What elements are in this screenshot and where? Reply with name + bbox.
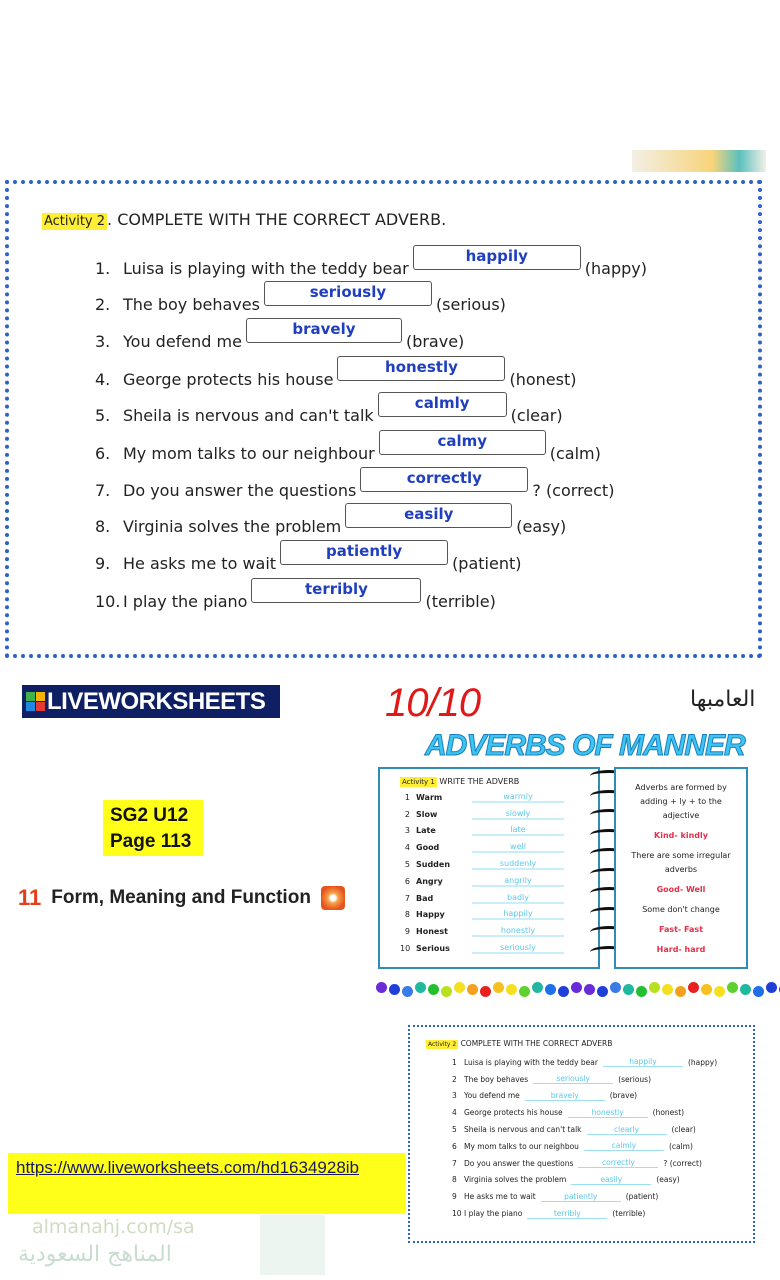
answer-field[interactable]: correctly [578, 1158, 658, 1168]
answer-field[interactable]: happily [603, 1057, 683, 1067]
thumbnail-row: 10 I play the piano terribly (terrible) [452, 1208, 646, 1219]
unit-page-label: SG2 U12 Page 113 [103, 800, 203, 856]
bead [428, 984, 439, 995]
thumbnail-row: 5 Sheila is nervous and can't talk clearly (clear) [452, 1124, 696, 1135]
exercise-row: 4. George protects his house honestly (honest) [95, 358, 577, 389]
notebook-row: 1 Warm warmly [400, 789, 598, 806]
answer-field[interactable]: easily [571, 1175, 651, 1185]
bead [597, 986, 608, 997]
notebook-row: 4 Good well [400, 839, 598, 856]
bead [727, 982, 738, 993]
answer-field[interactable]: happily [413, 245, 581, 270]
section-heading: 11 Form, Meaning and Function [18, 885, 345, 911]
exercise-row: 8. Virginia solves the problem easily (easy) [95, 505, 567, 536]
bead [623, 984, 634, 995]
notebook-row: 5 Sudden suddenly [400, 856, 598, 873]
thumbnail-row: 3 You defend me bravely (brave) [452, 1090, 638, 1101]
thumbnail-row: 8 Virginia solves the problem easily (easy) [452, 1174, 680, 1185]
activity2-thumbnail: Activity 2 COMPLETE WITH THE CORRECT ADVERB 1 Luisa is playing with the teddy bear happily (happy) 2 The boy behaves seriously (serious) 3 You defend me bravely (brave) 4 George protects his house honestly (honest) 5 Sheila is nervous and can't talk clearly (clear) 6 My mom talks to our neighbou calmly (calm) 7 Do you answer the questions correctly ? (correct) 8 Virginia solves the problem easily (easy) 9 He asks me to wait patiently (patient) 10 I play the piano terribly (terrible) [408, 1025, 755, 1243]
answer-field[interactable]: seriously [264, 281, 432, 306]
bead [545, 984, 556, 995]
watermark-shape [260, 1215, 325, 1275]
notebook-row: 3 Late late [400, 823, 598, 840]
worksheet-link[interactable]: https://www.liveworksheets.com/hd1634928ib [16, 1158, 360, 1177]
thumbnail-row: 2 The boy behaves seriously (serious) [452, 1074, 651, 1084]
watermark-text: almanahj.com/sa [32, 1216, 195, 1238]
notebook-row: 8 Happy happily [400, 907, 598, 924]
exercise-row: 9. He asks me to wait patiently (patient) [95, 542, 522, 573]
answer-field[interactable]: slowly [472, 809, 564, 820]
answer-field[interactable]: honestly [568, 1108, 648, 1118]
bead [415, 982, 426, 993]
thumbnail-row: 4 George protects his house honestly (honest) [452, 1107, 685, 1118]
answer-field[interactable]: calmly [584, 1141, 664, 1151]
thumbnail-row: 6 My mom talks to our neighbou calmly (calm) [452, 1141, 693, 1151]
activity2-title: Activity 2 . COMPLETE WITH THE CORRECT ADVERB. [44, 210, 447, 229]
bead [402, 986, 413, 997]
answer-field[interactable]: honestly [337, 356, 505, 381]
notebook-left-page: Activity 1 WRITE THE ADVERB 1 Warm warmly 2 Slow slowly 3 Late late 4 Good well 5 Sudden suddenly 6 Angry angrily 7 Bad badly 8 Happy happily 9 Honest honestly 10 Serious seriously [378, 767, 600, 969]
bead [714, 986, 725, 997]
watermark-arabic: المناهج السعودية [18, 1242, 172, 1267]
bead [376, 982, 387, 993]
thumbnail-row: 9 He asks me to wait patiently (patient) [452, 1191, 659, 1202]
liveworksheets-logo-icon [26, 692, 45, 711]
decorative-beads [376, 982, 780, 997]
bead [584, 984, 595, 995]
exercise-row: 2. The boy behaves seriously (serious) [95, 283, 506, 314]
answer-field[interactable]: terribly [251, 578, 421, 603]
bead [701, 984, 712, 995]
bead [454, 982, 465, 993]
bead [610, 982, 621, 993]
answer-field[interactable]: bravely [525, 1091, 605, 1101]
bead [571, 982, 582, 993]
notebook-row: 7 Bad badly [400, 890, 598, 907]
exercise-row: 7. Do you answer the questions correctly ? (correct) [95, 469, 615, 500]
answer-field[interactable]: patiently [541, 1192, 621, 1202]
answer-field[interactable]: suddenly [472, 859, 564, 870]
exercise-row: 1. Luisa is playing with the teddy bear happily (happy) [95, 247, 647, 278]
bead [662, 984, 673, 995]
bead [441, 986, 452, 997]
answer-field[interactable]: honestly [472, 926, 564, 937]
notebook-row: 6 Angry angrily [400, 873, 598, 890]
notebook-title: ADVERBS OF MANNER [425, 729, 745, 762]
bead [480, 986, 491, 997]
bead [493, 982, 504, 993]
decorative-image-strip [632, 150, 766, 172]
answer-field[interactable]: well [472, 842, 564, 853]
bead [675, 986, 686, 997]
bead [688, 982, 699, 993]
answer-field[interactable]: clearly [587, 1125, 667, 1135]
notebook-row: 9 Honest honestly [400, 923, 598, 940]
handwritten-signature: العامبها [690, 687, 756, 712]
exercise-row: 6. My mom talks to our neighbour calmy (calm) [95, 432, 601, 463]
answer-field[interactable]: calmy [379, 430, 546, 455]
bead [467, 984, 478, 995]
answer-field[interactable]: happily [472, 909, 564, 920]
thumbnail-row: 7 Do you answer the questions correctly ? (correct) [452, 1158, 702, 1168]
answer-field[interactable]: badly [472, 893, 564, 904]
answer-field[interactable]: easily [345, 503, 512, 528]
worksheet-link-box [8, 1153, 406, 1214]
answer-field[interactable]: angrily [472, 876, 564, 887]
exercise-row: 10. I play the piano terribly (terrible) [95, 580, 496, 611]
answer-field[interactable]: patiently [280, 540, 448, 565]
answer-field[interactable]: seriously [472, 943, 564, 954]
bead [636, 986, 647, 997]
answer-field[interactable]: bravely [246, 318, 402, 343]
answer-field[interactable]: seriously [533, 1074, 613, 1084]
bead [519, 986, 530, 997]
answer-field[interactable]: warmly [472, 792, 564, 803]
spiral-icon [321, 886, 345, 910]
answer-field[interactable]: correctly [360, 467, 528, 492]
exercise-row: 3. You defend me bravely (brave) [95, 320, 465, 351]
thumbnail-row: 1 Luisa is playing with the teddy bear happily (happy) [452, 1057, 718, 1067]
exercise-row: 5. Sheila is nervous and can't talk calmly (clear) [95, 394, 563, 425]
bead [389, 984, 400, 995]
score-mark: 10/10 [385, 681, 481, 725]
notebook-row: 2 Slow slowly [400, 806, 598, 823]
bead [532, 982, 543, 993]
notebook-right-page: Adverbs are formed by adding + ly + to the adjective Kind- kindly There are some irregular adverbs Good- Well Some don't change Fast- Fast Hard- hard [614, 767, 748, 969]
bead [753, 986, 764, 997]
bead [740, 984, 751, 995]
notebook-row: 10 Serious seriously [400, 940, 598, 957]
liveworksheets-logo: LIVEWORKSHEETS [22, 685, 280, 718]
answer-field[interactable]: calmly [378, 392, 507, 417]
answer-field[interactable]: late [472, 825, 564, 836]
bead [766, 982, 777, 993]
bead [558, 986, 569, 997]
answer-field[interactable]: terribly [527, 1209, 607, 1219]
bead [506, 984, 517, 995]
bead [649, 982, 660, 993]
